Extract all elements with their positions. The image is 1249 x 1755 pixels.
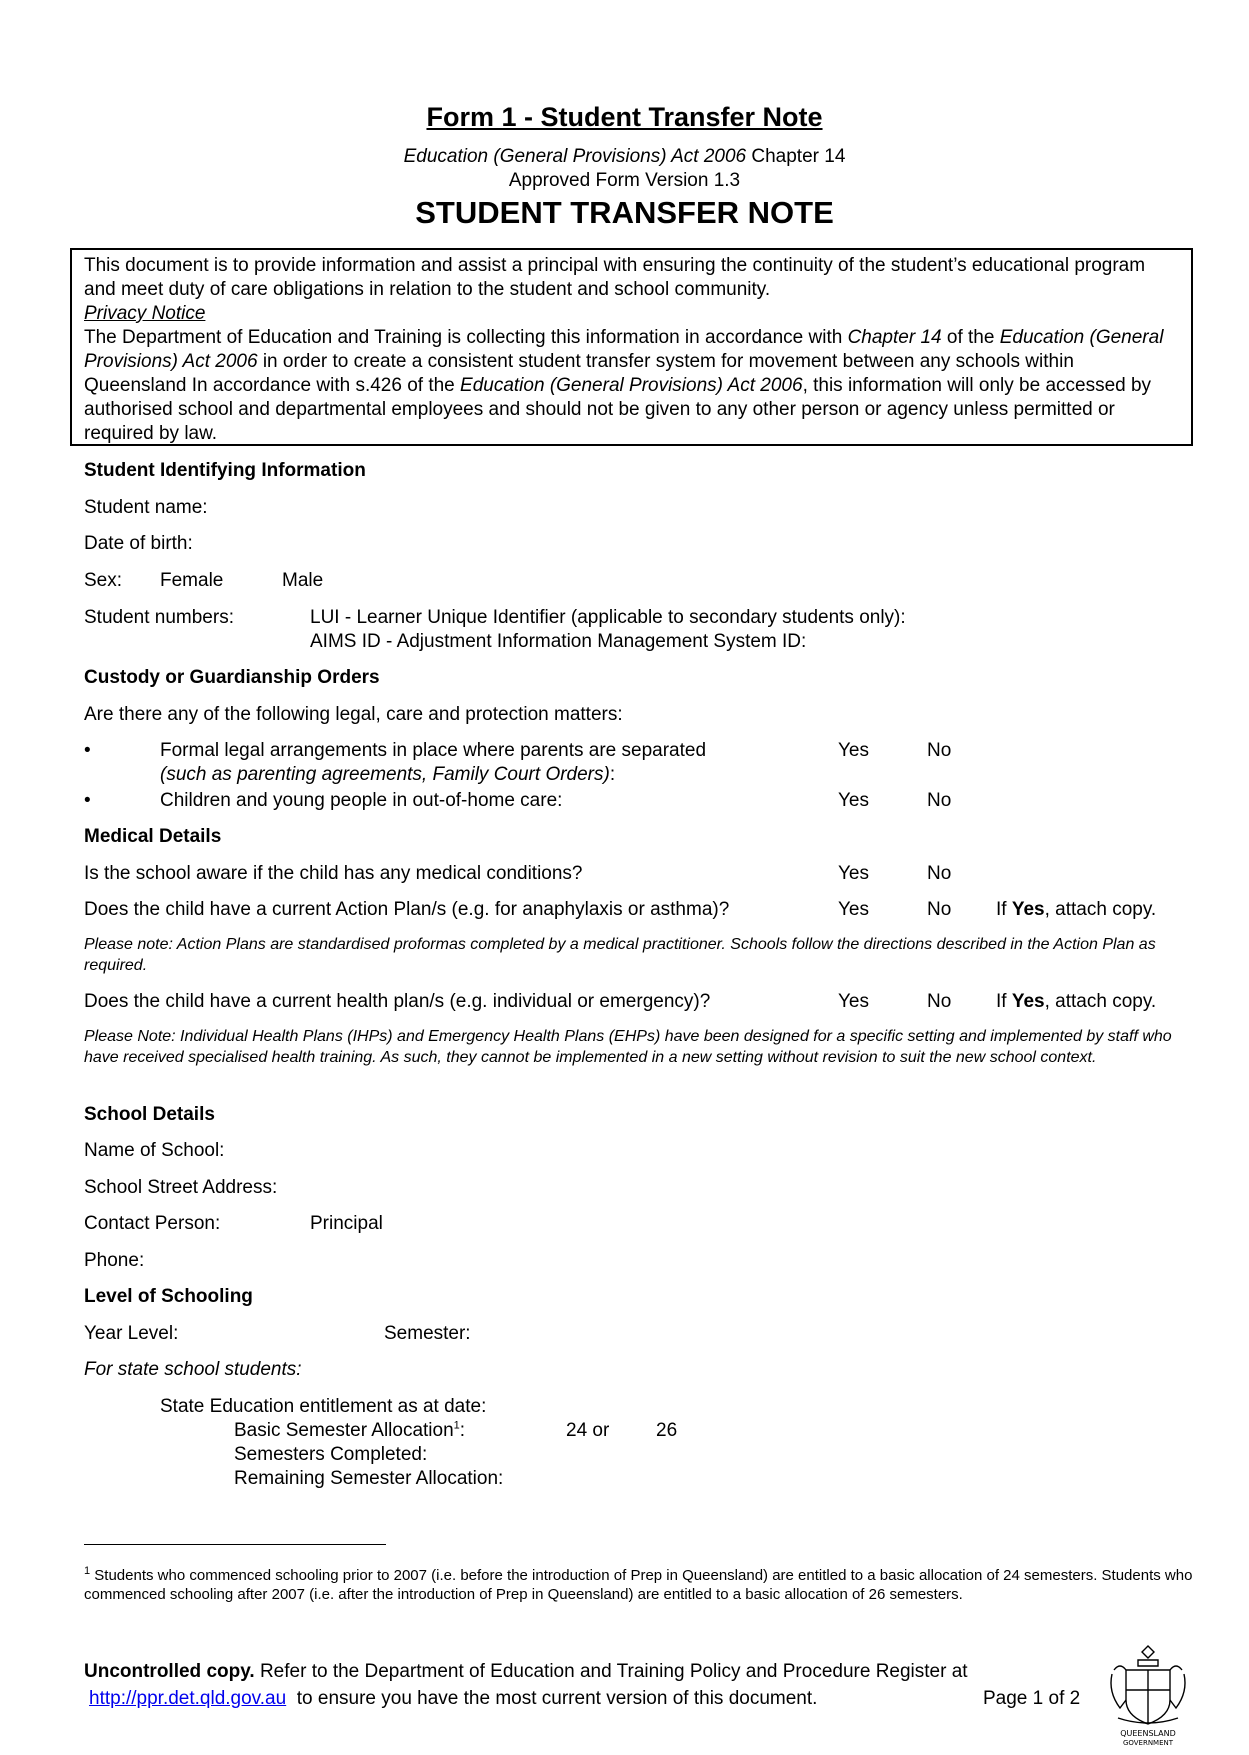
action-plan-attach-note: If Yes, attach copy. <box>996 899 1157 920</box>
semesters-completed-label: Semesters Completed: <box>234 1444 428 1465</box>
aims-id-label: AIMS ID - Adjustment Information Management System ID: <box>310 631 807 652</box>
footnote-divider <box>84 1544 386 1545</box>
health-plan-note: Please Note: Individual Health Plans (IHPs) and Emergency Health Plans (EHPs) have been designed for a specific setting and implemented by staff who have received specialised health training. As such, they cannot be implemented in a new setting without revision to suit the new school context. <box>84 1028 1172 1066</box>
act-reference <box>0 146 1249 168</box>
legal-no-option[interactable]: No <box>927 740 952 761</box>
form-title: Form 1 - Student Transfer Note <box>426 102 823 132</box>
medical-conditions-question: Is the school aware if the child has any medical conditions? <box>84 863 583 884</box>
contact-person-value: Principal <box>310 1213 383 1234</box>
sex-label: Sex: <box>84 570 123 591</box>
bullet: • <box>84 740 91 761</box>
act-name: Education (General Provisions) Act 2006 <box>403 146 747 167</box>
medical-conditions-yes[interactable]: Yes <box>838 863 869 884</box>
allocation-option-24[interactable]: 24 or <box>566 1420 610 1441</box>
notice-box <box>70 248 1193 446</box>
semester-label: Semester: <box>384 1323 471 1344</box>
care-no-option[interactable]: No <box>927 790 952 811</box>
logo-text: QUEENSLAND <box>1120 1729 1176 1738</box>
ppr-link-rest: to ensure you have the most current version of this document. <box>296 1688 818 1709</box>
uncontrolled-copy-note: Uncontrolled copy. Refer to the Department of Education and Training Policy and Procedure Register at <box>84 1661 968 1682</box>
custody-section-heading: Custody or Guardianship Orders <box>84 667 380 688</box>
contact-person-label: Contact Person: <box>84 1213 221 1234</box>
student-numbers-label: Student numbers: <box>84 607 234 628</box>
health-plan-question: Does the child have a current health plan/s (e.g. individual or emergency)? <box>84 991 711 1012</box>
custody-question: Are there any of the following legal, care and protection matters: <box>84 704 623 725</box>
custody-item-legal-sub: (such as parenting agreements, Family Court Orders): <box>160 764 616 785</box>
care-yes-option[interactable]: Yes <box>838 790 869 811</box>
phone-label: Phone: <box>84 1250 145 1271</box>
logo-text: GOVERNMENT <box>1122 1739 1174 1747</box>
footnote: $^1$ Students who commenced schooling prior to 2007 (i.e. before the introduction of Prep in Queensland) are entitled to a basic allocation of 24 semesters. Students who commenced schooling after 2007 (i.e. after the introduction of Prep in Queensland) are entitled to a basic allocation of 26 semesters. <box>84 1565 1193 1603</box>
footnote-ref: 1 <box>453 1419 460 1432</box>
bullet: • <box>84 790 91 811</box>
basic-allocation-label: Basic Semester Allocation$^1$: <box>234 1419 466 1441</box>
privacy-notice-heading: Privacy Notice <box>84 303 206 324</box>
action-plan-question: Does the child have a current Action Plan/s (e.g. for anaphylaxis or asthma)? <box>84 899 730 920</box>
allocation-option-26[interactable]: 26 <box>656 1420 678 1441</box>
notice-intro: This document is to provide information and assist a principal with ensuring the continuity of the student’s educational program and meet duty of care obligations in relation to the student and school community. <box>84 255 1146 300</box>
custody-item-care: Children and young people in out-of-home care: <box>160 790 563 811</box>
remaining-allocation-label: Remaining Semester Allocation: <box>234 1468 504 1489</box>
approved-form-version: Approved Form Version 1.3 <box>508 170 741 191</box>
school-name-label: Name of School: <box>84 1140 225 1161</box>
schooling-section-heading: Level of Schooling <box>84 1286 253 1307</box>
medical-section-heading: Medical Details <box>84 826 222 847</box>
medical-conditions-no[interactable]: No <box>927 863 952 884</box>
school-address-label: School Street Address: <box>84 1177 278 1198</box>
custody-item-legal: Formal legal arrangements in place where parents are separated <box>160 740 707 761</box>
student-name-label: Student name: <box>84 497 208 518</box>
ppr-link-line <box>89 1688 817 1710</box>
state-school-label: For state school students: <box>84 1359 302 1380</box>
queensland-government-crest-icon <box>1104 1640 1192 1748</box>
date-of-birth-label: Date of birth: <box>84 533 193 554</box>
year-level-label: Year Level: <box>84 1323 179 1344</box>
student-section-heading: Student Identifying Information <box>84 460 366 481</box>
lui-label: LUI - Learner Unique Identifier (applicable to secondary students only): <box>310 607 906 628</box>
action-plan-no[interactable]: No <box>927 899 952 920</box>
page-number: Page 1 of 2 <box>983 1688 1081 1709</box>
act-chapter: Chapter 14 <box>746 146 846 167</box>
legal-yes-option[interactable]: Yes <box>838 740 869 761</box>
health-plan-attach-note: If Yes, attach copy. <box>996 991 1157 1012</box>
entitlement-label: State Education entitlement as at date: <box>160 1396 487 1417</box>
health-plan-no[interactable]: No <box>927 991 952 1012</box>
sex-option-female[interactable]: Female <box>160 570 224 591</box>
health-plan-yes[interactable]: Yes <box>838 991 869 1012</box>
privacy-notice-text: The Department of Education and Training is collecting this information in accordance with Chapter 14 of the Education (General Provisions) Act 2006 in order to create a consistent student transfer system for movement between any schools within Queensland In accordance with s.426 of the Education (General Provisions) Act 2006, this information will only be accessed by authorised school and departmental employees and should not be given to any other person or agency unless permitted or required by law. <box>84 327 1164 444</box>
page-title: STUDENT TRANSFER NOTE <box>415 195 834 230</box>
action-plan-yes[interactable]: Yes <box>838 899 869 920</box>
action-plan-note: Please note: Action Plans are standardised proformas completed by a medical practitioner. Schools follow the directions described in the Action Plan as required. <box>84 936 1156 974</box>
school-section-heading: School Details <box>84 1104 215 1125</box>
ppr-link[interactable]: http://ppr.det.qld.gov.au <box>89 1688 287 1709</box>
sex-option-male[interactable]: Male <box>282 570 324 591</box>
